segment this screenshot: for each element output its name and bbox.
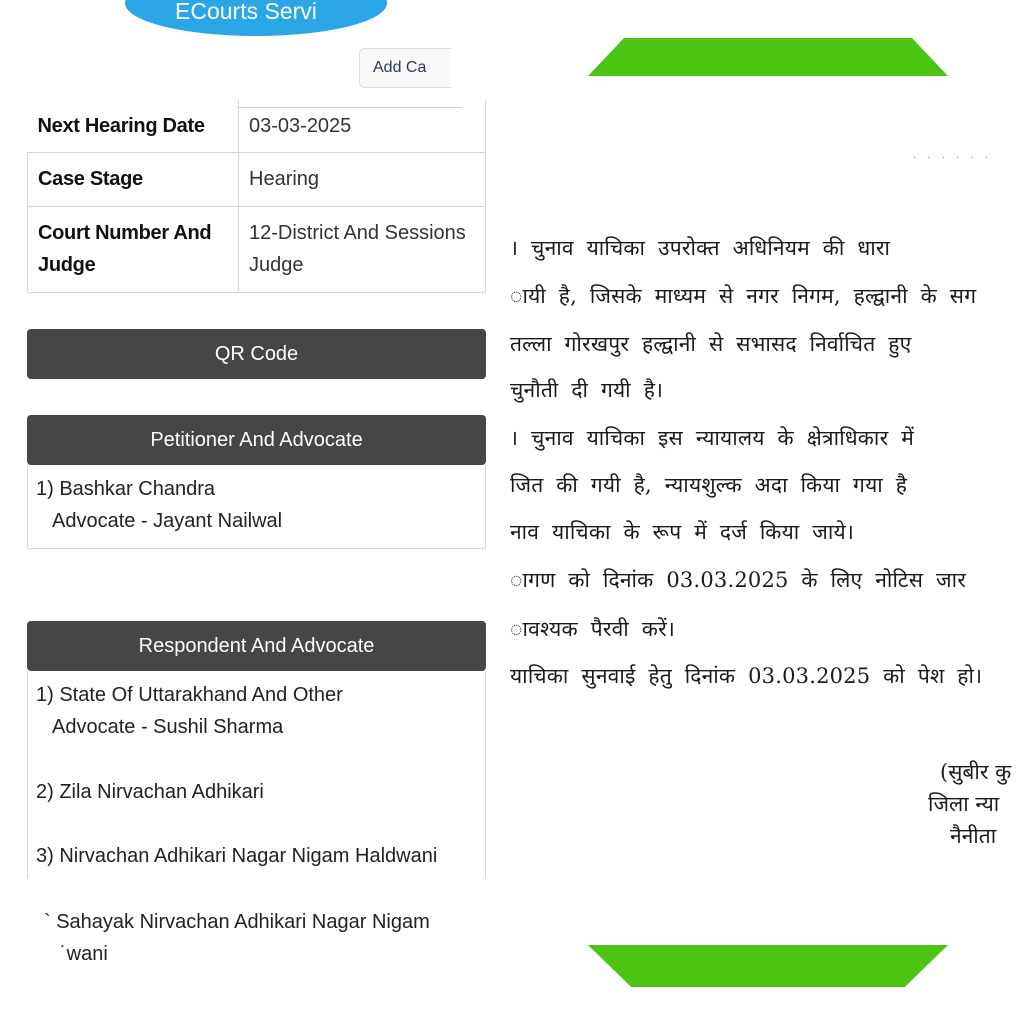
order-line: जित की गयी है, न्यायशुल्क अदा किया गया है <box>510 473 908 497</box>
respondent-heading[interactable]: Respondent And Advocate <box>27 621 486 671</box>
crop-mask <box>451 40 500 100</box>
order-line: । चुनाव याचिका उपरोक्त अधिनियम की धारा <box>510 236 891 260</box>
list-item <box>36 776 264 808</box>
respondent-name: ` Sahayak Nirvachan Adhikari Nagar Nigam <box>44 911 430 933</box>
order-line: चुनौती दी गयी है। <box>510 378 664 402</box>
respondent-name-continued: ˙wani <box>60 943 108 965</box>
green-frame-top <box>588 38 948 76</box>
court-number-judge-label: Court Number And Judge <box>28 206 239 292</box>
list-item <box>36 679 343 743</box>
order-line: । चुनाव याचिका इस न्यायालय के क्षेत्राधिकार में <box>510 426 914 450</box>
order-line: ागण को दिनांक 03.03.2025 के लिए नोटिस जार <box>510 568 967 592</box>
order-line: याचिका सुनवाई हेतु दिनांक 03.03.2025 को पेश हो। <box>510 664 983 688</box>
respondent-name: 3) Nirvachan Adhikari Nagar Nigam Haldwani <box>36 845 438 867</box>
ecourts-title: ECourts Servi <box>175 0 317 24</box>
signature-name: (सुबीर कु <box>940 760 1012 784</box>
court-order-panel <box>500 0 1024 1024</box>
respondent-name: 1) State Of Uttarakhand And Other <box>36 684 343 706</box>
qr-code-button[interactable]: QR Code <box>27 329 486 379</box>
case-stage-label: Case Stage <box>28 152 239 206</box>
table-row <box>28 152 486 206</box>
respondent-name: 2) Zila Nirvachan Adhikari <box>36 781 264 803</box>
ecourts-case-panel <box>0 0 500 1024</box>
petitioner-heading[interactable]: Petitioner And Advocate <box>27 415 486 465</box>
list-item <box>36 473 282 537</box>
respondent-advocate: Advocate - Sushil Sharma <box>52 716 284 738</box>
next-hearing-date-label: Next Hearing Date <box>28 100 239 152</box>
list-item <box>44 906 430 970</box>
order-line: ावश्यक पैरवी करें। <box>510 617 676 641</box>
add-case-button[interactable]: Add Ca <box>359 48 469 88</box>
list-item <box>36 840 437 872</box>
signature-place: नैनीता <box>950 824 997 848</box>
case-details-table <box>27 100 486 293</box>
order-line: तल्ला गोरखपुर हल्द्वानी से सभासद निर्वाचित हुए <box>510 332 912 356</box>
green-frame-bottom <box>588 945 948 987</box>
petitioner-list <box>27 465 486 549</box>
court-number-judge-value: 12-District And Sessions Judge <box>239 206 486 292</box>
ecourts-header-banner <box>125 0 387 36</box>
order-line: नाव याचिका के रूप में दर्ज किया जाये। <box>510 520 855 544</box>
signature-designation: जिला न्या <box>928 792 1000 816</box>
table-row <box>28 206 486 292</box>
case-stage-value: Hearing <box>239 152 486 206</box>
order-line: ायी है, जिसके माध्यम से नगर निगम, हल्द्वानी के सग <box>510 284 977 308</box>
dotted-marks: . . . . . . <box>913 150 992 161</box>
next-hearing-date-value: 03-03-2025 <box>239 100 486 152</box>
petitioner-advocate: Advocate - Jayant Nailwal <box>52 510 283 532</box>
petitioner-name: 1) Bashkar Chandra <box>36 478 215 500</box>
table-row <box>28 100 486 152</box>
